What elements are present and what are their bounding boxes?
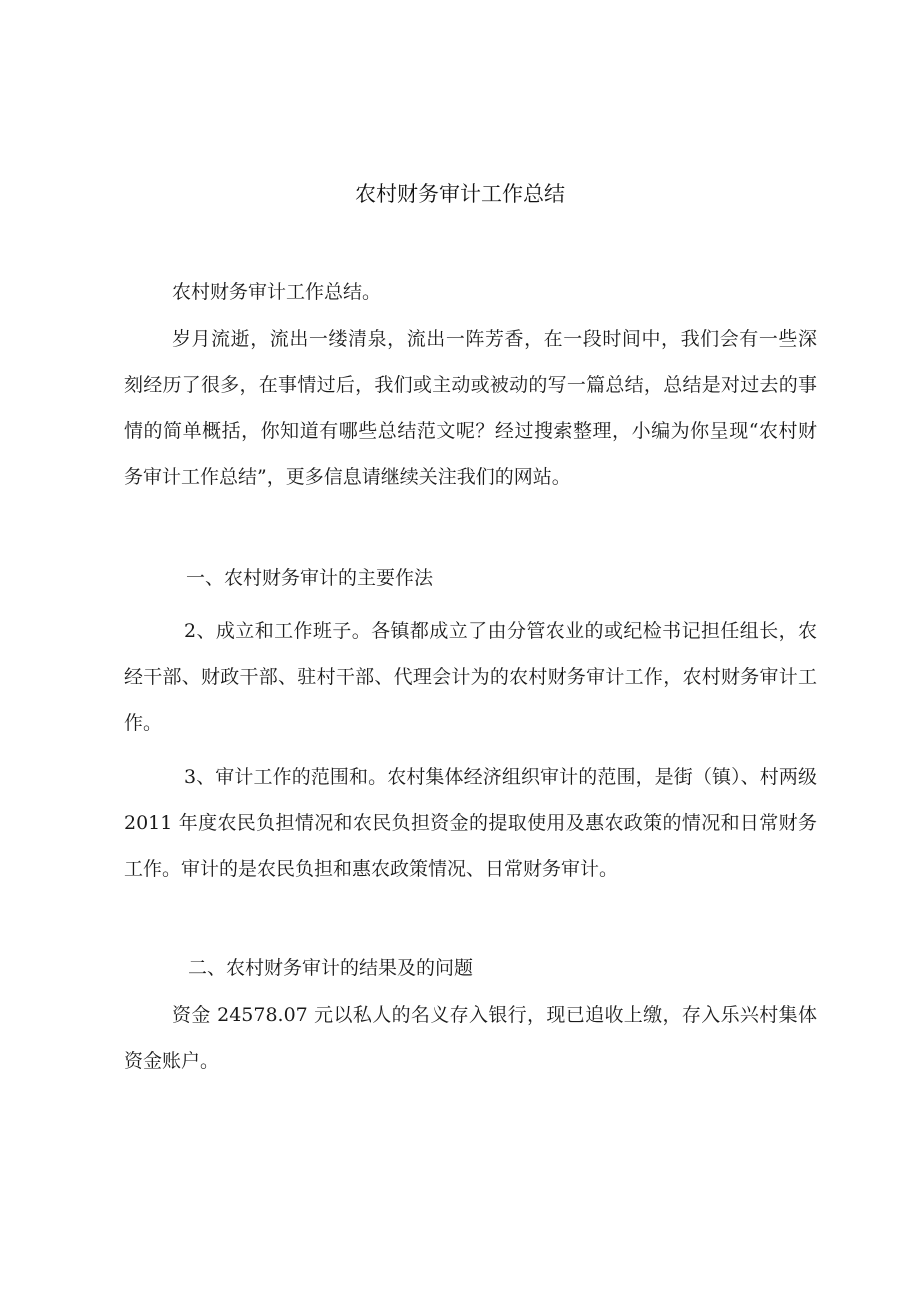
list-item-3: 3、审计工作的范围和。农村集体经济组织审计的范围，是街（镇）、村两级 2011 年度农民负担情况和农民负担资金的提取使用及惠农政策的情况和日常财务工作。审计的是农民负担和惠农政策情况、日常财务审计。 — [124, 766, 817, 880]
document-title: 农村财务审计工作总结 — [355, 182, 565, 206]
intro-paragraph: 农村财务审计工作总结。 — [172, 281, 382, 303]
body-paragraph: 岁月流逝，流出一缕清泉，流出一阵芳香，在一段时间中，我们会有一些深刻经历了很多，在事情过后，我们或主动或被动的写一篇总结，总结是对过去的事情的简单概括，你知道有哪些总结范文呢？经过搜索整理，小编为你呈现“农村财务审计工作总结”，更多信息请继续关注我们的网站。 — [124, 328, 817, 488]
section-heading-2: 二、农村财务审计的结果及的问题 — [188, 957, 474, 979]
section-heading-1: 一、农村财务审计的主要作法 — [186, 567, 434, 589]
list-item-2: 2、成立和工作班子。各镇都成立了由分管农业的或纪检书记担任组长，农经干部、财政干部、驻村干部、代理会计为的农村财务审计工作，农村财务审计工作。 — [124, 620, 817, 734]
fund-paragraph: 资金 24578.07 元以私人的名义存入银行，现已追收上缴，存入乐兴村集体资金账户。 — [124, 1004, 817, 1072]
